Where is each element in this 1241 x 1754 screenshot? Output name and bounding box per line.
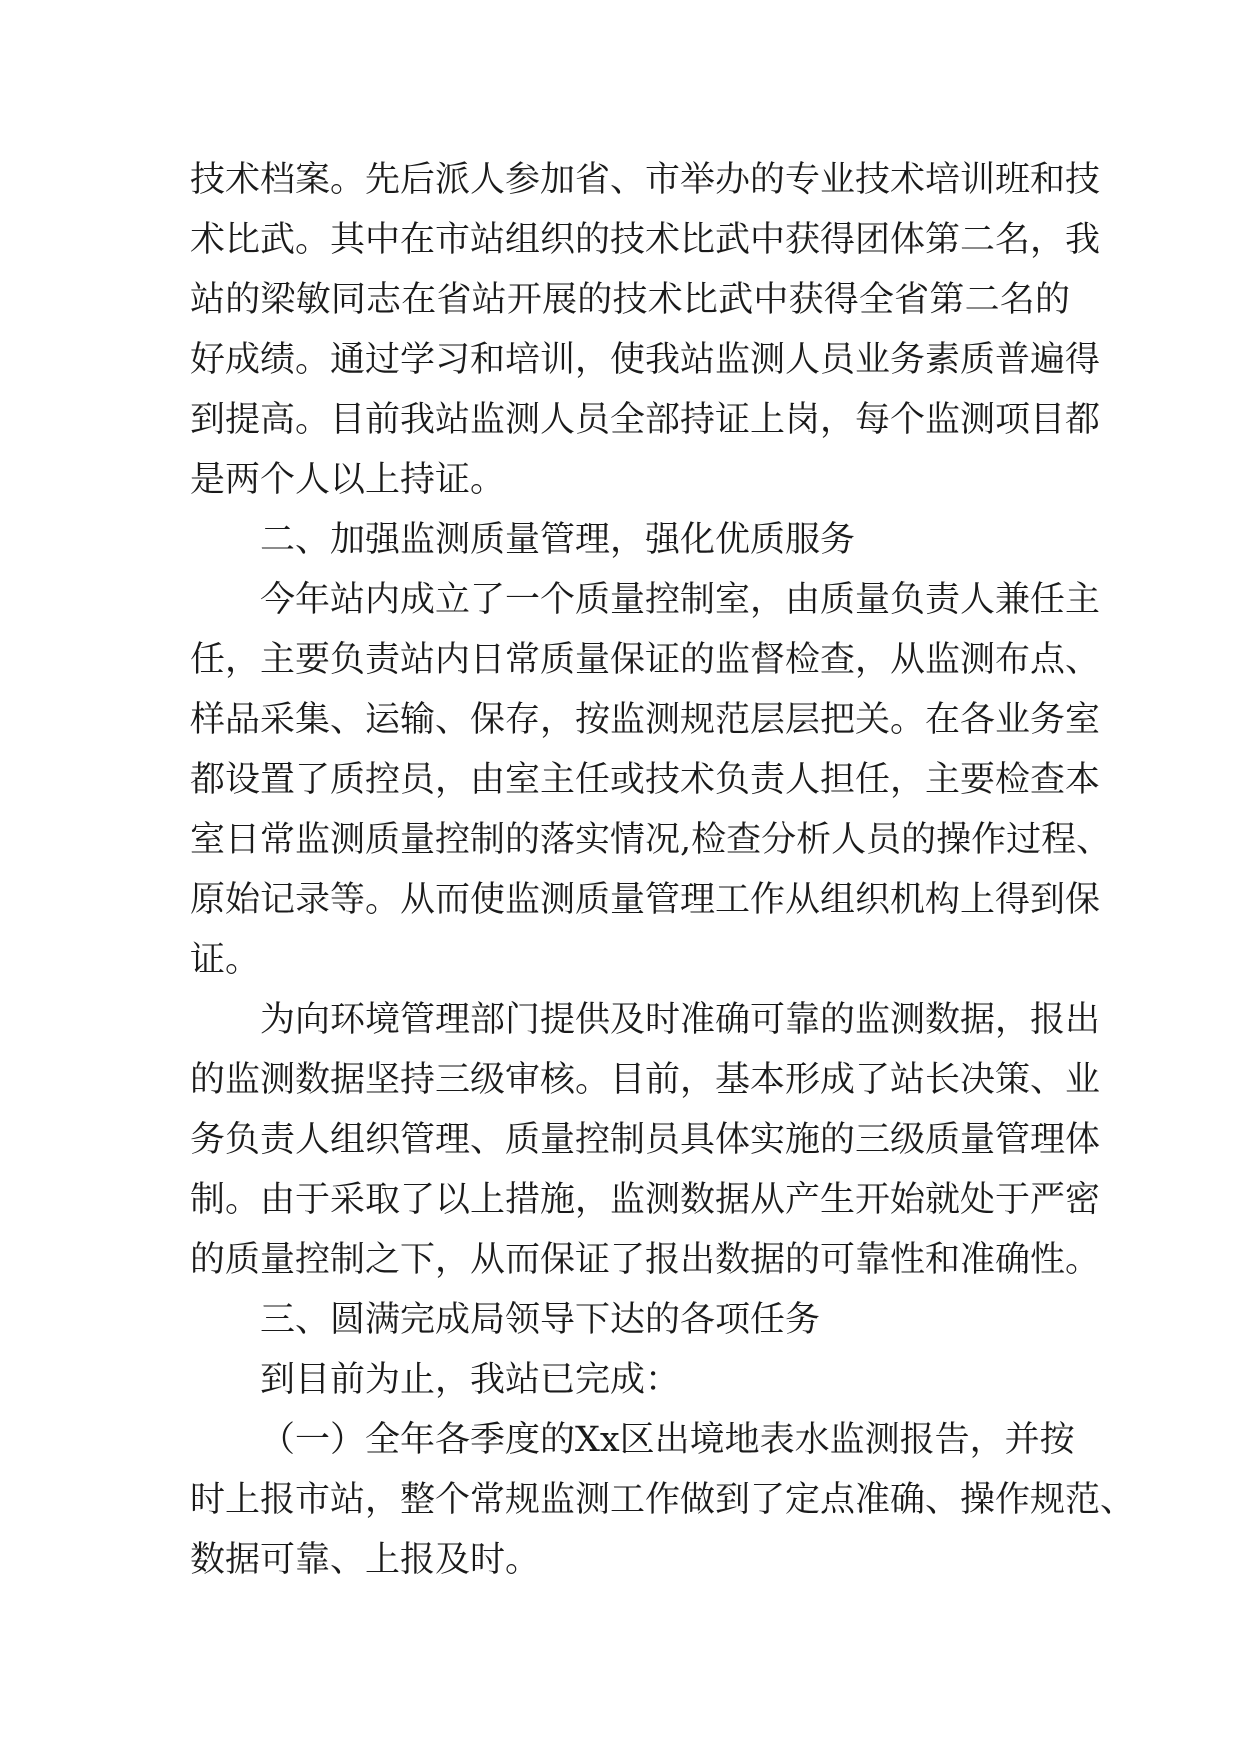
text-line: 好成绩。通过学习和培训，使我站监测人员业务素质普遍得 bbox=[190, 340, 1101, 380]
text-line: 技术档案。先后派人参加省、市举办的专业技术培训班和技 bbox=[190, 160, 1101, 200]
section-heading: 二、加强监测质量管理，强化优质服务 bbox=[260, 520, 856, 560]
section-heading: 三、圆满完成局领导下达的各项任务 bbox=[260, 1300, 821, 1340]
text-line: 室日常监测质量控制的落实情况,检查分析人员的操作过程、 bbox=[190, 820, 1112, 860]
text-line: 原始记录等。从而使监测质量管理工作从组织机构上得到保 bbox=[190, 880, 1101, 920]
text-line: 制。由于采取了以上措施，监测数据从产生开始就处于严密 bbox=[190, 1180, 1101, 1220]
text-line: 样品采集、运输、保存，按监测规范层层把关。在各业务室 bbox=[190, 700, 1101, 740]
text-line: 的质量控制之下，从而保证了报出数据的可靠性和准确性。 bbox=[190, 1240, 1101, 1280]
text-line: 到目前为止，我站已完成： bbox=[260, 1360, 681, 1400]
text-line: 术比武。其中在市站组织的技术比武中获得团体第二名，我 bbox=[190, 220, 1101, 260]
text-line: 时上报市站，整个常规监测工作做到了定点准确、操作规范、 bbox=[190, 1480, 1136, 1520]
text-line: 站的梁敏同志在省站开展的技术比武中获得全省第二名的 bbox=[190, 280, 1070, 320]
document-body bbox=[190, 150, 1136, 1590]
text-line: 的监测数据坚持三级审核。目前，基本形成了站长决策、业 bbox=[190, 1060, 1101, 1100]
text-line: 证。 bbox=[190, 940, 261, 980]
text-line: 务负责人组织管理、质量控制员具体实施的三级质量管理体 bbox=[190, 1120, 1101, 1160]
text-line: 今年站内成立了一个质量控制室，由质量负责人兼任主 bbox=[260, 580, 1101, 620]
text-line: 任，主要负责站内日常质量保证的监督检查，从监测布点、 bbox=[190, 640, 1101, 680]
text-line: 都设置了质控员，由室主任或技术负责人担任，主要检查本 bbox=[190, 760, 1101, 800]
text-line: 为向环境管理部门提供及时准确可靠的监测数据，报出 bbox=[260, 1000, 1101, 1040]
text-line: （一）全年各季度的Xx区出境地表水监测报告，并按 bbox=[260, 1420, 1075, 1460]
text-line: 数据可靠、上报及时。 bbox=[190, 1540, 541, 1580]
text-line: 是两个人以上持证。 bbox=[190, 460, 506, 500]
text-line: 到提高。目前我站监测人员全部持证上岗，每个监测项目都 bbox=[190, 400, 1101, 440]
